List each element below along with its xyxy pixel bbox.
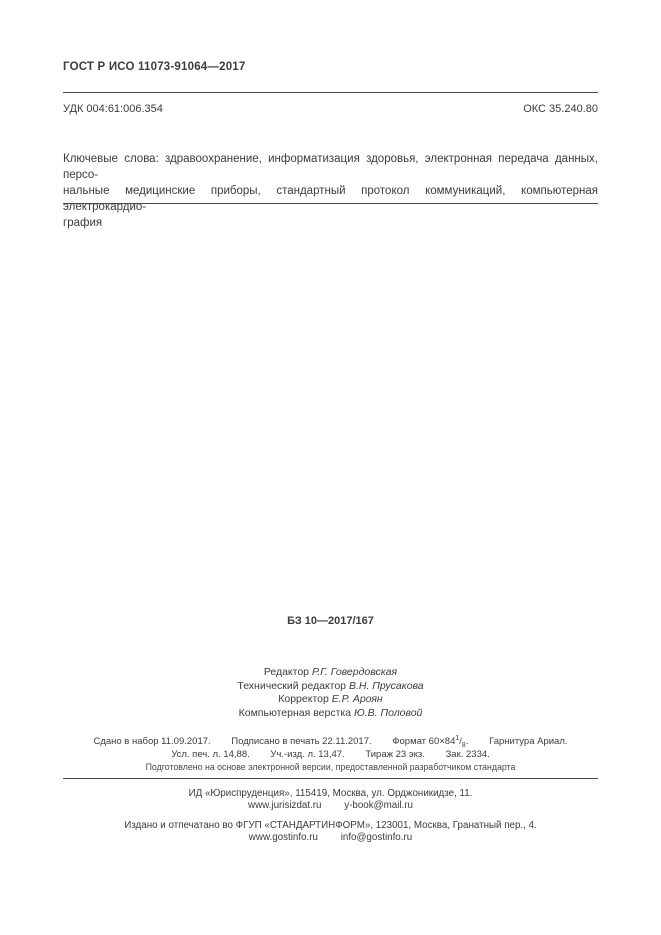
keywords-line-3: графия: [63, 217, 103, 229]
staff-role: Компьютерная верстка: [238, 706, 352, 719]
staff-role: Технический редактор: [237, 679, 347, 692]
publisher-1-links: [63, 800, 598, 811]
imprint-tirazh: Тираж 23 экз.: [365, 749, 425, 760]
imprint-zakaz: Зак. 2334.: [445, 749, 490, 760]
staff-credits-block: [63, 666, 598, 720]
imprint-format: Формат $60\times 84^1/_8$.: [392, 734, 469, 749]
staff-name: Е.Р. Ароян: [331, 693, 383, 705]
bz-edition-code: БЗ 10—2017/167: [287, 615, 374, 627]
imprint-line-2: [63, 749, 598, 760]
udk-code: УДК 004:61:006.354: [63, 103, 163, 115]
staff-name: Ю.В. Половой: [353, 706, 423, 719]
publisher-1-email: y-book@mail.ru: [344, 800, 413, 811]
publisher-2-website: www.gostinfo.ru: [248, 832, 318, 843]
keywords-line-2: нальные медицинские приборы, стандартный протокол коммуникаций, компьютерная электрокардио-: [63, 185, 598, 213]
staff-row-editor: [63, 666, 598, 680]
publisher-2-email: info@gostinfo.ru: [340, 832, 413, 843]
keywords-divider: [63, 203, 598, 204]
doc-number-heading: ГОСТ Р ИСО 11073-91064—2017: [63, 61, 246, 73]
staff-name: Р.Г. Говердовская: [311, 666, 398, 678]
staff-role: Корректор: [278, 693, 329, 705]
imprint-divider: [63, 778, 598, 779]
imprint-sdano: Сдано в набор 11.09.2017.: [93, 736, 211, 747]
staff-row-corrector: [63, 693, 598, 707]
classification-line: [63, 103, 598, 115]
imprint-usl-pech: Усл. печ. л. 14,88.: [171, 749, 250, 760]
publisher-1-address: ИД «Юриспруденция», 115419, Москва, ул. Орджоникидзе, 11.: [188, 788, 473, 799]
imprint-uch-izd: Уч.-изд. л. 13,47.: [270, 749, 345, 760]
keywords-paragraph: [63, 151, 598, 231]
staff-name: В.Н. Прусакова: [348, 679, 424, 692]
prepared-note: Подготовлено на основе электронной версии, предоставленной разработчиком стандарта: [145, 762, 516, 772]
keywords-line-1: Ключевые слова: здравоохранение, информатизация здоровья, электронная передача данных, персо-: [63, 153, 598, 181]
oks-code: ОКС 35.240.80: [523, 103, 598, 115]
staff-role: Редактор: [263, 666, 310, 678]
imprint-garnitura: Гарнитура Ариал.: [489, 736, 568, 747]
imprint-podpisano: Подписано в печать 22.11.2017.: [231, 736, 372, 747]
imprint-line-1: [63, 736, 598, 747]
staff-row-layout: [63, 707, 598, 721]
publisher-2-links: [63, 832, 598, 843]
staff-row-technical-editor: [63, 680, 598, 694]
header-divider: [63, 92, 598, 93]
publisher-2-address: Издано и отпечатано во ФГУП «СТАНДАРТИНФОРМ», 123001, Москва, Гранатный пер., 4.: [124, 820, 537, 831]
publisher-1-website: www.jurisizdat.ru: [248, 800, 322, 811]
